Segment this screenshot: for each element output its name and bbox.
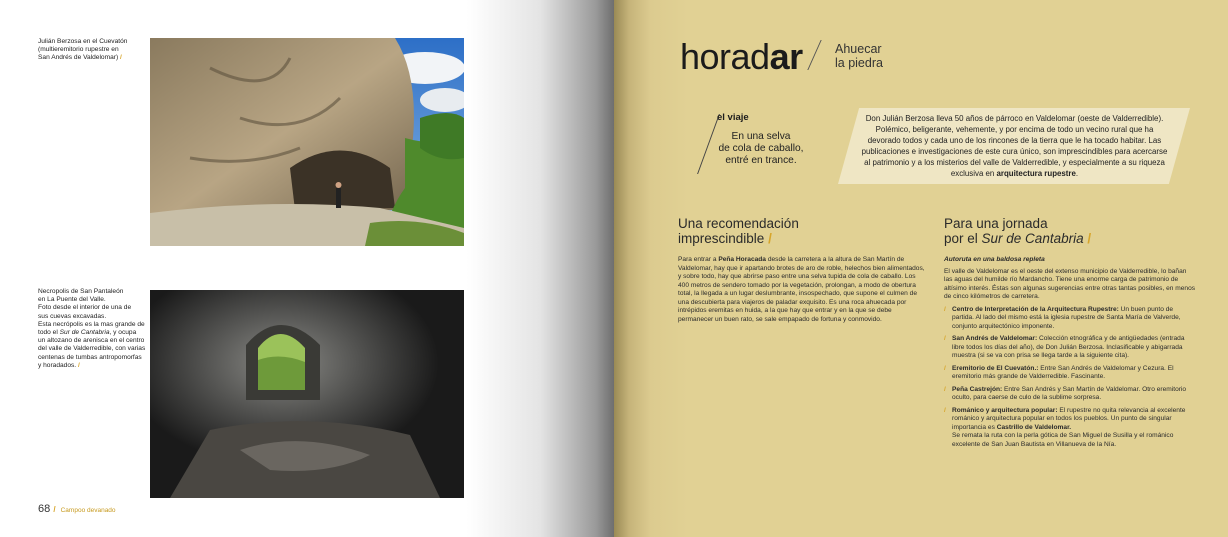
list-item: / Peña Castrejón: Entre San Andrés y San Martín de Valdelomar. Otro eremitorio oculto, para caerse de culo de la sublime sorpresa. xyxy=(944,385,1187,401)
route-title: Autoruta en una baldosa repleta xyxy=(944,256,1045,263)
page-subtitle: Ahuecar la piedra xyxy=(835,42,883,70)
page-title: horadar xyxy=(680,36,803,77)
list-item: / Centro de Interpretación de la Arquitectura Rupestre: Un buen punto de partida. Al lado del mismo está la iglesia rupestre de Santa María de Valverde, conjunto arquitectónico imponente. xyxy=(944,305,1181,330)
col2-heading: Para una jornada por el Sur de Cantabria / xyxy=(944,216,1092,246)
list-item: / Eremitorio de El Cuevatón.: Entre San Andrés de Valdelomar y Cezura. El eremitorio más grande de Valderredible. Fascinante. xyxy=(944,364,1174,380)
intro-text: Don Julián Berzosa lleva 50 años de párroco en Valdelomar (oeste de Valderredible). Polémico, beligerante, vehemente, y por encima de todo un vecino rural que ha devorado todos y cada uno de los rincones de la tierra que le ha tocado habitar. Las publicaciones e investigaciones de este cura único, son imprescindibles para acercarse al patrimonio y a los misterios del valle de Valderredible, y especialmente a su riqueza exclusiva en arquitectura rupestre. xyxy=(861,114,1168,178)
list-item: / San Andrés de Valdelomar: Colección etnográfica y de antigüedades (entrada libre todos los días del año), de Don Julián Berzosa. Inclasificable y abigarrada muestra (si se va con prisa se llega tarde a la siguiente cita). xyxy=(944,335,1185,359)
folio: 68 / Campoo devanado xyxy=(38,503,116,515)
list-item: / Románico y arquitectura popular: El rupestre no quita relevancia al excelente románico y arquitectura popular en todos los pueblos. Un punto de singular importancia es Castrillo de Valdelomar. Se remata la ruta con la perla gótica de San Miguel de Susilla y el románico excelente de San Juan Bautista en Villanueva de la Nía. xyxy=(944,406,1186,448)
caption-top: Julián Berzosa en el Cuevatón (multieremitorio rupestre en San Andrés de Valdelomar) / xyxy=(38,38,128,62)
viaje-title: el viaje xyxy=(717,112,749,123)
right-page xyxy=(614,0,1228,537)
col1-heading: Una recomendación imprescindible / xyxy=(678,216,799,246)
title-divider xyxy=(807,40,822,70)
col1-body: Para entrar a Peña Horacada desde la carretera a la altura de San Martín de Valdelomar, hay que ir apartando brotes de aro de roble, helechos bien alimentados, y sobre todo, hay que abrirse paso entre una selva tupida de cola de caballo. Los 400 metros de sendero tomado por la vegetación, prolongan, a modo de obertura total, la llegada a un lugar deslumbrante, insospechado, que supone el culmen de una descubierta para viajeros de paladar exquisito. Es una roca ahuecada por intrépidos eremitas en huida, a la que hay que entrar y en la que se debe permanecer un buen rato, se sale empapado de fortuna y conmovido. xyxy=(678,256,925,323)
necropolis-photo xyxy=(150,290,464,498)
viaje-text: En una selva de cola de caballo, entré en trance. xyxy=(718,131,804,166)
col2-intro: El valle de Valdelomar es el oeste del extenso municipio de Valderredible, lo bañan las aguas del humilde río Mardancho. Tiene una enorme carga de patrimonio de altísimo interés. Éstas son algunas sugerencias entre otras tantas posibles, en menos de cinco kilómetros de carretera. xyxy=(944,267,1196,300)
cave-photo xyxy=(150,38,464,246)
col2-body xyxy=(944,256,1196,449)
caption-bottom: Necropolis de San Pantaleón en La Puente del Valle. Foto desde el interior de una de sus cuevas excavadas. Esta necrópolis es la mas grande de todo el Sur de Cantabria, y ocupa un altozano de arenisca en el centro del valle de Valderredible, con varias centenas de tumbas antropomorfas y horadados. / xyxy=(38,288,146,369)
